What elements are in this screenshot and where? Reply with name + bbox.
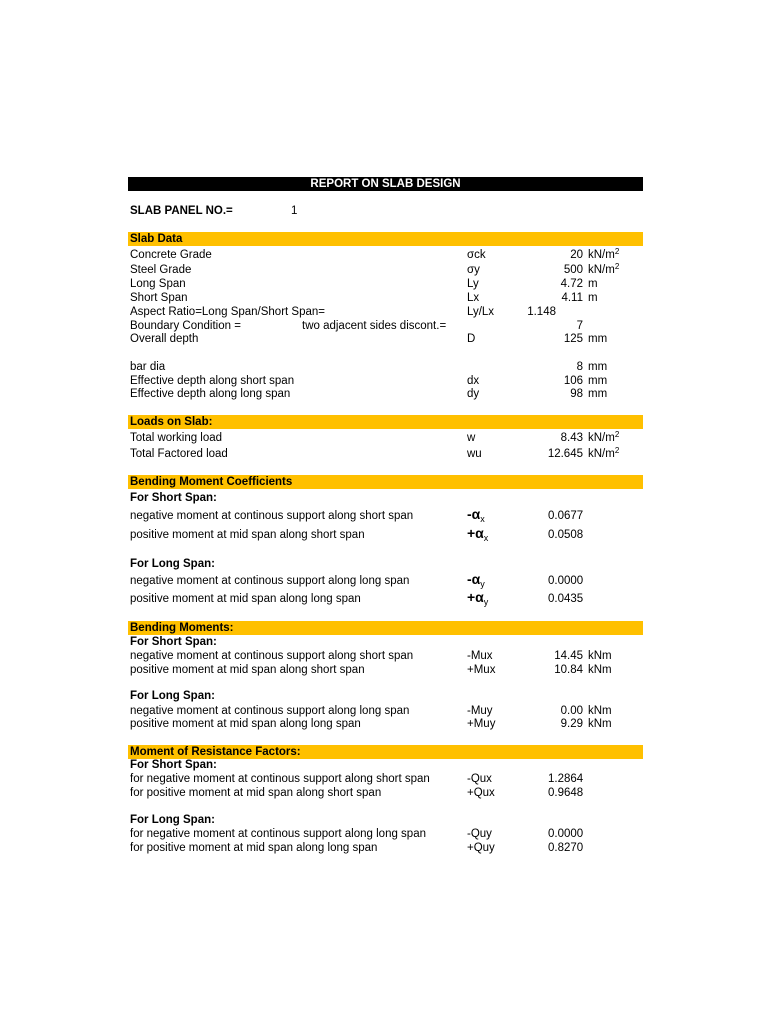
row-label: Effective depth along short span bbox=[130, 375, 295, 387]
row-unit: m bbox=[588, 278, 598, 290]
row-label: positive moment at mid span along long span bbox=[130, 718, 361, 730]
row-unit: m bbox=[588, 292, 598, 304]
row-unit: kNm bbox=[588, 718, 612, 730]
row-unit: $kN/m^2$ bbox=[588, 262, 620, 276]
row-label: negative moment at continous support along long span bbox=[130, 575, 410, 587]
row-value: 4.72 bbox=[560, 278, 583, 290]
row-symbol: wu bbox=[467, 448, 482, 460]
section-loads: Loads on Slab: bbox=[128, 415, 643, 429]
row-label: negative moment at continous support along short span bbox=[130, 510, 414, 522]
row-symbol: w bbox=[467, 432, 476, 444]
row-label: for negative moment at continous support along long span bbox=[130, 828, 426, 840]
row-label: positive moment at mid span along short span bbox=[130, 529, 365, 541]
row-label: positive moment at mid span along short span bbox=[130, 664, 365, 676]
row-value: 0.0435 bbox=[548, 593, 584, 605]
row-symbol: -Muy bbox=[467, 705, 493, 717]
row-symbol: σck bbox=[467, 249, 486, 261]
short-span-heading: For Short Span: bbox=[130, 492, 217, 504]
row-value: 1.2864 bbox=[548, 773, 584, 785]
row-symbol: Ly bbox=[467, 278, 479, 290]
row-label: for positive moment at mid span along short span bbox=[130, 787, 382, 799]
row-symbol: $-\alpha_x$ bbox=[467, 506, 485, 524]
row-label: for negative moment at continous support along short span bbox=[130, 773, 430, 785]
row-value: 0.9648 bbox=[548, 787, 584, 799]
long-span-heading: For Long Span: bbox=[130, 690, 215, 702]
short-span-heading: For Short Span: bbox=[130, 636, 217, 648]
row-symbol: dy bbox=[467, 388, 480, 400]
row-symbol: $-\alpha_y$ bbox=[467, 571, 485, 589]
report-title: REPORT ON SLAB DESIGN bbox=[128, 177, 643, 191]
row-value: 106 bbox=[563, 375, 583, 387]
row-label: Total working load bbox=[130, 432, 223, 444]
row-value: 0.00 bbox=[560, 705, 583, 717]
row-label: Long Span bbox=[130, 278, 186, 290]
row-unit: $kN/m^2$ bbox=[588, 247, 620, 261]
row-label: negative moment at continous support along long span bbox=[130, 705, 410, 717]
row-symbol: +Quy bbox=[467, 842, 495, 854]
row-value: 125 bbox=[563, 333, 583, 345]
row-label: positive moment at mid span along long span bbox=[130, 593, 361, 605]
row-symbol: $+\alpha_x$ bbox=[467, 525, 489, 543]
row-unit: mm bbox=[588, 388, 608, 400]
row-value: 1.148 bbox=[527, 306, 556, 318]
row-label: negative moment at continous support along short span bbox=[130, 650, 414, 662]
panel-label: SLAB PANEL NO.= bbox=[130, 205, 233, 217]
row-symbol: +Muy bbox=[467, 718, 496, 730]
section-resistance-factors: Moment of Resistance Factors: bbox=[128, 745, 643, 759]
section-bending-moments: Bending Moments: bbox=[128, 621, 643, 635]
short-span-heading: For Short Span: bbox=[130, 759, 217, 771]
row-label: Overall depth bbox=[130, 333, 199, 345]
row-label: Steel Grade bbox=[130, 264, 192, 276]
row-unit: kNm bbox=[588, 650, 612, 662]
row-label: Concrete Grade bbox=[130, 249, 212, 261]
row-mid: two adjacent sides discont.= bbox=[302, 320, 447, 332]
section-bm-coefficients: Bending Moment Coefficients bbox=[128, 475, 643, 489]
panel-value: 1 bbox=[291, 205, 298, 217]
row-unit: $kN/m^2$ bbox=[588, 430, 620, 444]
row-label: Short Span bbox=[130, 292, 188, 304]
row-symbol: Lx bbox=[467, 292, 480, 304]
row-label: Aspect Ratio=Long Span/Short Span= bbox=[130, 306, 326, 318]
row-value: 4.11 bbox=[561, 292, 583, 304]
row-value: 0.8270 bbox=[548, 842, 584, 854]
row-symbol: $+\alpha_y$ bbox=[467, 589, 489, 607]
row-symbol: σy bbox=[467, 264, 480, 276]
row-value: 0.0000 bbox=[548, 575, 584, 587]
row-symbol: dx bbox=[467, 375, 480, 387]
row-symbol: -Mux bbox=[467, 650, 493, 662]
row-label: Effective depth along long span bbox=[130, 388, 291, 400]
row-value: 0.0508 bbox=[548, 529, 584, 541]
row-symbol: +Mux bbox=[467, 664, 496, 676]
row-value: 8.43 bbox=[560, 432, 583, 444]
row-unit: kNm bbox=[588, 705, 612, 717]
row-value: 98 bbox=[570, 388, 583, 400]
row-label: Boundary Condition = bbox=[130, 320, 241, 332]
row-label: Total Factored load bbox=[130, 448, 228, 460]
row-value: 7 bbox=[576, 320, 583, 332]
long-span-heading: For Long Span: bbox=[130, 814, 215, 826]
row-value: 20 bbox=[570, 249, 583, 261]
row-label: bar dia bbox=[130, 361, 166, 373]
row-value: 0.0677 bbox=[548, 510, 584, 522]
row-label: for positive moment at mid span along long span bbox=[130, 842, 378, 854]
row-unit: kNm bbox=[588, 664, 612, 676]
row-unit: mm bbox=[588, 333, 608, 345]
row-symbol: D bbox=[467, 333, 476, 345]
row-symbol: +Qux bbox=[467, 787, 495, 799]
row-unit: mm bbox=[588, 375, 608, 387]
row-unit: mm bbox=[588, 361, 608, 373]
row-value: 12.645 bbox=[547, 448, 583, 460]
row-value: 8 bbox=[576, 361, 583, 373]
row-symbol: -Qux bbox=[467, 773, 492, 785]
row-value: 0.0000 bbox=[548, 828, 584, 840]
section-slab-data: Slab Data bbox=[128, 232, 643, 246]
row-unit: $kN/m^2$ bbox=[588, 446, 620, 460]
row-value: 9.29 bbox=[560, 718, 583, 730]
row-value: 14.45 bbox=[554, 650, 583, 662]
row-value: 500 bbox=[563, 264, 583, 276]
row-symbol: -Quy bbox=[467, 828, 492, 840]
row-symbol: Ly/Lx bbox=[467, 306, 495, 318]
long-span-heading: For Long Span: bbox=[130, 558, 215, 570]
row-value: 10.84 bbox=[554, 664, 583, 676]
